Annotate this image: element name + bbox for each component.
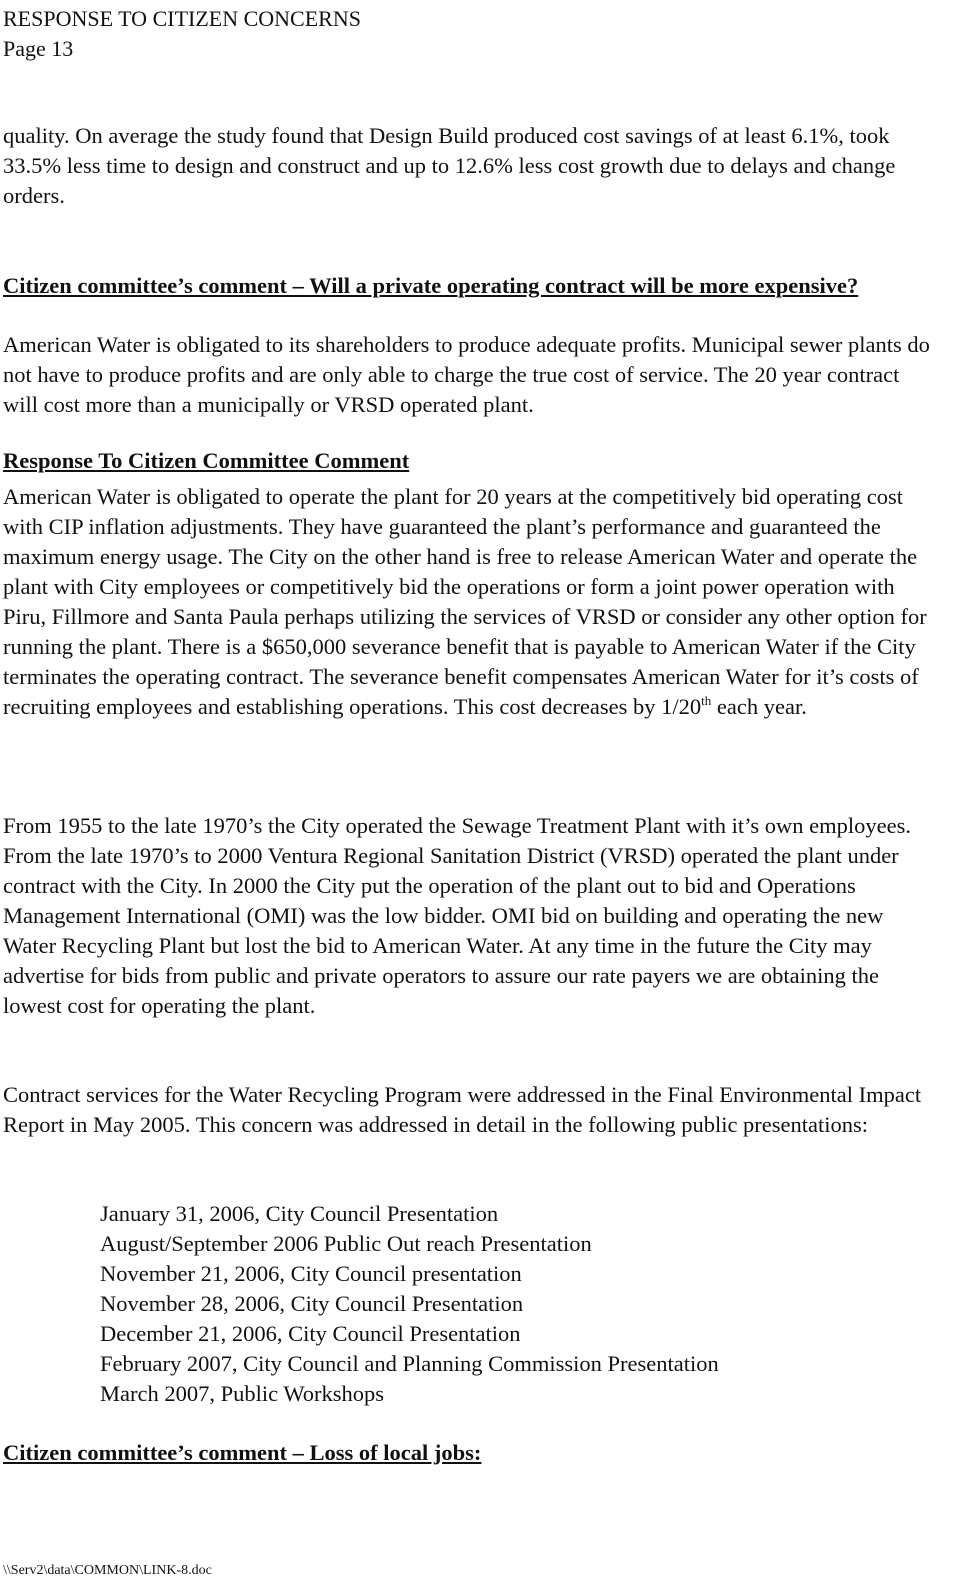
history-paragraph: From 1955 to the late 1970’s the City operated the Sewage Treatment Plant with it’s own employees. From the late 1970’s to 2000 Ventura Regional Sanitation District (VRSD) operated the plant under contract with the City. In 2000 the City put the operation of the plant out to bid and Operations Management International (OMI) was the low bidder. OMI bid on building and operating the new Water Recycling Plant but lost the bid to American Water. At any time in the future the City may advertise for bids from public and private operators to assure our rate payers we are obtaining the lowest cost for operating the plant. bbox=[3, 813, 911, 1018]
comment-heading-jobs: Citizen committee’s comment – Loss of local jobs: bbox=[3, 1440, 482, 1465]
presentation-list bbox=[100, 1199, 719, 1409]
page-number: Page 13 bbox=[3, 36, 74, 61]
response-body-end: each year. bbox=[711, 694, 807, 719]
presentation-item: August/September 2006 Public Out reach Presentation bbox=[100, 1231, 592, 1256]
document-title: RESPONSE TO CITIZEN CONCERNS bbox=[3, 6, 361, 31]
comment-body-cost: American Water is obligated to its shareholders to produce adequate profits. Municipal sewer plants do not have to produce profits and are only able to charge the true cost of service. The 20 year contract will cost more than a municipally or VRSD operated plant. bbox=[3, 332, 930, 417]
presentation-item: January 31, 2006, City Council Presentation bbox=[100, 1201, 499, 1226]
comment-heading-cost: Citizen committee’s comment – Will a private operating contract will be more expensive? bbox=[3, 273, 859, 298]
presentation-item: December 21, 2006, City Council Presentation bbox=[100, 1321, 521, 1346]
presentation-item: March 2007, Public Workshops bbox=[100, 1381, 385, 1406]
page-header bbox=[3, 4, 361, 64]
presentation-item: February 2007, City Council and Planning Commission Presentation bbox=[100, 1351, 719, 1376]
ordinal-superscript: th bbox=[701, 693, 712, 708]
presentation-item: November 21, 2006, City Council presentation bbox=[100, 1261, 522, 1286]
presentation-item: November 28, 2006, City Council Presentation bbox=[100, 1291, 524, 1316]
response-body-main: American Water is obligated to operate the plant for 20 years at the competitively bid operating cost with CIP inflation adjustments. They have guaranteed the plant’s performance and guaranteed the maximum energy usage. The City on the other hand is free to release American Water and operate the plant with City employees or competitively bid the operations or form a joint power operation with Piru, Fillmore and Santa Paula perhaps utilizing the services of VRSD or consider any other option for running the plant. There is a $650,000 severance benefit that is payable to American Water if the City terminates the operating contract. The severance benefit compensates American Water for it’s costs of recruiting employees and establishing operations. This cost decreases by 1/20 bbox=[3, 484, 927, 719]
response-heading: Response To Citizen Committee Comment bbox=[3, 448, 410, 473]
intro-paragraph: quality. On average the study found that Design Build produced cost savings of at least 6.1%, took 33.5% less time to design and construct and up to 12.6% less cost growth due to delays and change orders. bbox=[3, 123, 896, 208]
file-path-footer: \\Serv2\data\COMMON\LINK-8.doc bbox=[3, 1563, 212, 1578]
contract-paragraph: Contract services for the Water Recycling Program were addressed in the Final Environmental Impact Report in May 2005. This concern was addressed in detail in the following public presentations: bbox=[3, 1082, 922, 1137]
response-body bbox=[3, 482, 938, 722]
